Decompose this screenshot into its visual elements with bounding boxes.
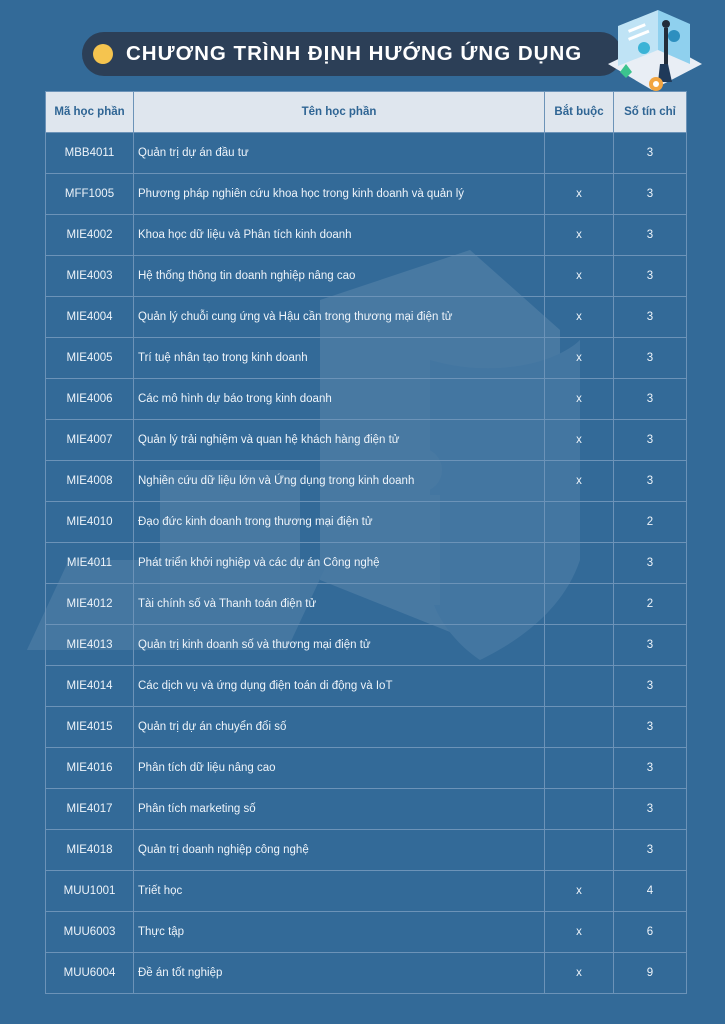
table-row xyxy=(46,420,687,461)
course-credits: 3 xyxy=(614,830,687,871)
title-dot-icon xyxy=(93,44,113,64)
course-required xyxy=(545,543,614,584)
course-credits: 3 xyxy=(614,379,687,420)
course-required xyxy=(545,707,614,748)
course-name: Hệ thống thông tin doanh nghiệp nâng cao xyxy=(134,256,545,297)
header-code: Mã học phần xyxy=(46,92,134,133)
table-row xyxy=(46,625,687,666)
course-code: MIE4018 xyxy=(46,830,134,871)
page-title: CHƯƠNG TRÌNH ĐỊNH HƯỚNG ỨNG DỤNG xyxy=(126,42,583,65)
table-row xyxy=(46,912,687,953)
header-credits: Số tín chỉ xyxy=(614,92,687,133)
course-credits: 3 xyxy=(614,543,687,584)
course-required: x xyxy=(545,256,614,297)
course-code: MIE4007 xyxy=(46,420,134,461)
course-required: x xyxy=(545,912,614,953)
course-code: MIE4014 xyxy=(46,666,134,707)
course-required xyxy=(545,584,614,625)
header-name: Tên học phần xyxy=(134,92,545,133)
course-credits: 3 xyxy=(614,789,687,830)
table-row xyxy=(46,748,687,789)
course-code: MIE4008 xyxy=(46,461,134,502)
course-code: MIE4010 xyxy=(46,502,134,543)
course-name: Trí tuệ nhân tạo trong kinh doanh xyxy=(134,338,545,379)
table-row xyxy=(46,502,687,543)
course-code: MIE4017 xyxy=(46,789,134,830)
course-code: MIE4016 xyxy=(46,748,134,789)
course-required: x xyxy=(545,215,614,256)
table-row xyxy=(46,953,687,994)
course-required: x xyxy=(545,379,614,420)
course-code: MBB4011 xyxy=(46,133,134,174)
course-name: Quản lý chuỗi cung ứng và Hậu cần trong thương mại điện tử xyxy=(134,297,545,338)
course-name: Phương pháp nghiên cứu khoa học trong kinh doanh và quản lý xyxy=(134,174,545,215)
course-credits: 3 xyxy=(614,133,687,174)
course-credits: 3 xyxy=(614,297,687,338)
course-credits: 6 xyxy=(614,912,687,953)
course-required xyxy=(545,789,614,830)
course-credits: 3 xyxy=(614,707,687,748)
course-code: MIE4002 xyxy=(46,215,134,256)
course-credits: 3 xyxy=(614,625,687,666)
course-name: Thực tập xyxy=(134,912,545,953)
table-row xyxy=(46,543,687,584)
course-code: MUU6004 xyxy=(46,953,134,994)
course-required xyxy=(545,830,614,871)
course-credits: 3 xyxy=(614,748,687,789)
course-name: Triết học xyxy=(134,871,545,912)
table-row xyxy=(46,133,687,174)
course-credits: 3 xyxy=(614,256,687,297)
course-code: MIE4013 xyxy=(46,625,134,666)
course-name: Nghiên cứu dữ liệu lớn và Ứng dụng trong kinh doanh xyxy=(134,461,545,502)
course-required xyxy=(545,133,614,174)
header-required: Bắt buộc xyxy=(545,92,614,133)
course-name: Quản trị doanh nghiệp công nghệ xyxy=(134,830,545,871)
table-row xyxy=(46,338,687,379)
course-name: Phân tích dữ liệu nâng cao xyxy=(134,748,545,789)
course-name: Quản trị dự án chuyển đổi số xyxy=(134,707,545,748)
table-row xyxy=(46,789,687,830)
table-row xyxy=(46,707,687,748)
course-required: x xyxy=(545,953,614,994)
table-row xyxy=(46,256,687,297)
table-row xyxy=(46,174,687,215)
course-name: Quản trị kinh doanh số và thương mại điện tử xyxy=(134,625,545,666)
course-credits: 3 xyxy=(614,461,687,502)
course-required: x xyxy=(545,338,614,379)
course-credits: 2 xyxy=(614,584,687,625)
course-name: Khoa học dữ liệu và Phân tích kinh doanh xyxy=(134,215,545,256)
course-credits: 3 xyxy=(614,666,687,707)
course-required: x xyxy=(545,297,614,338)
course-name: Phân tích marketing số xyxy=(134,789,545,830)
table-header-row xyxy=(46,92,687,133)
course-required: x xyxy=(545,174,614,215)
course-credits: 3 xyxy=(614,174,687,215)
table-row xyxy=(46,297,687,338)
course-credits: 9 xyxy=(614,953,687,994)
course-credits: 3 xyxy=(614,420,687,461)
course-credits: 3 xyxy=(614,338,687,379)
course-name: Tài chính số và Thanh toán điện tử xyxy=(134,584,545,625)
course-name: Đề án tốt nghiệp xyxy=(134,953,545,994)
analytics-illustration-icon xyxy=(598,6,702,98)
table-row xyxy=(46,215,687,256)
course-code: MFF1005 xyxy=(46,174,134,215)
course-code: MIE4006 xyxy=(46,379,134,420)
table-row xyxy=(46,379,687,420)
course-code: MIE4003 xyxy=(46,256,134,297)
course-required xyxy=(545,625,614,666)
course-name: Các mô hình dự báo trong kinh doanh xyxy=(134,379,545,420)
course-code: MIE4004 xyxy=(46,297,134,338)
course-code: MIE4011 xyxy=(46,543,134,584)
course-code: MUU1001 xyxy=(46,871,134,912)
table-row xyxy=(46,666,687,707)
course-name: Đạo đức kinh doanh trong thương mại điện tử xyxy=(134,502,545,543)
course-required: x xyxy=(545,420,614,461)
course-code: MIE4012 xyxy=(46,584,134,625)
table-row xyxy=(46,830,687,871)
table-row xyxy=(46,584,687,625)
table-row xyxy=(46,461,687,502)
course-required xyxy=(545,502,614,543)
course-name: Phát triển khởi nghiệp và các dự án Công nghệ xyxy=(134,543,545,584)
course-code: MIE4005 xyxy=(46,338,134,379)
course-required xyxy=(545,748,614,789)
course-required: x xyxy=(545,461,614,502)
course-required xyxy=(545,666,614,707)
course-name: Quản trị dự án đầu tư xyxy=(134,133,545,174)
course-code: MUU6003 xyxy=(46,912,134,953)
course-code: MIE4015 xyxy=(46,707,134,748)
course-name: Quản lý trải nghiệm và quan hệ khách hàng điện tử xyxy=(134,420,545,461)
course-required: x xyxy=(545,871,614,912)
table-row xyxy=(46,871,687,912)
course-table xyxy=(45,91,687,994)
course-credits: 2 xyxy=(614,502,687,543)
course-name: Các dịch vụ và ứng dụng điện toán di động và IoT xyxy=(134,666,545,707)
course-credits: 4 xyxy=(614,871,687,912)
course-credits: 3 xyxy=(614,215,687,256)
title-banner xyxy=(82,32,622,76)
